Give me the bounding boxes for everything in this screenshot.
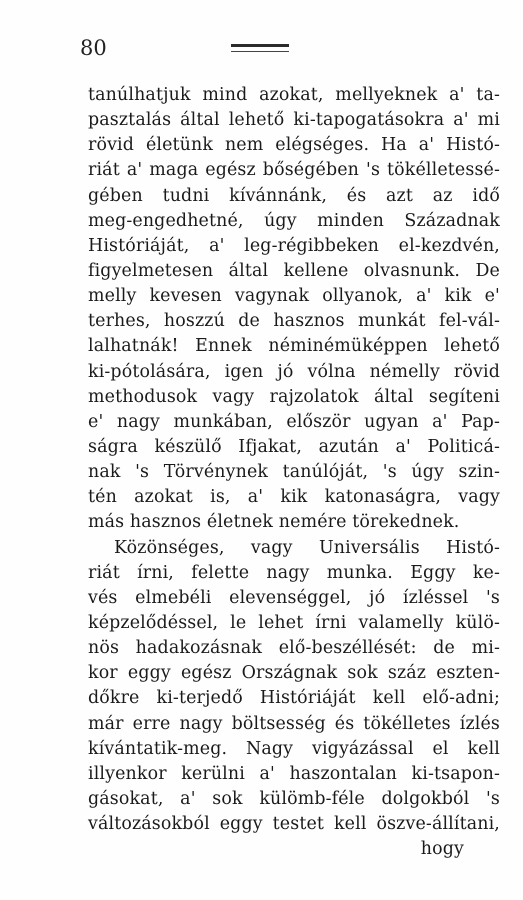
text-line: tén azokat is, a' kik katonaságra, vagy	[88, 487, 500, 508]
text-line: nös hadakozásnak elő-beszéllését: de mi-	[88, 638, 500, 659]
text-line: ságra készülő Ifjakat, azután a' Politicá-	[88, 436, 500, 457]
text-line: már erre nagy böltsesség és tökélletes ízlés	[88, 713, 500, 734]
text-line: methodusok vagy rajzolatok által segíteni	[88, 386, 500, 407]
page-number: 80	[80, 36, 107, 60]
text-line: rövid életünk nem elégséges. Ha a' Histó-	[88, 135, 500, 156]
text-line: más hasznos életnek nemére törekednek.	[88, 512, 460, 533]
text-line: kor eggy egész Országnak sok száz eszten-	[88, 663, 500, 684]
text-line: riát írni, felette nagy munka. Eggy ke-	[88, 562, 500, 583]
text-line: nak 's Törvénynek tanúlóját, 's úgy szin-	[88, 462, 500, 483]
text-line: változásokból eggy testet kell öszve-állítani,	[88, 814, 500, 835]
body-text	[88, 83, 500, 862]
header-rule	[231, 44, 289, 47]
text-line: képzelődéssel, le lehet írni valamelly külö-	[88, 612, 500, 633]
text-line: melly kevesen vagynak ollyanok, a' kik e'	[88, 286, 500, 307]
text-line: vés elmebéli elevenséggel, jó ízléssel 's	[88, 587, 500, 608]
text-line: ki-pótolására, igen jó vólna némelly rövid	[88, 361, 500, 382]
text-line: Históriáját, a' leg-régibbeken el-kezdvén,	[88, 235, 500, 256]
text-line: tanúlhatjuk mind azokat, mellyeknek a' ta-	[88, 85, 500, 105]
text-line: gásokat, a' sok külömb-féle dolgokból 's	[88, 788, 500, 809]
text-line: figyelmetesen által kellene olvasnunk. De	[88, 260, 500, 281]
text-line: e' nagy munkában, először ugyan a' Pap-	[88, 411, 500, 432]
header-rule-thin	[231, 51, 289, 52]
text-line: Közönséges, vagy Universális Histó-	[114, 537, 500, 558]
text-line: meg-engedhetné, úgy minden Századnak	[88, 210, 500, 231]
text-line: kívántatik-meg. Nagy vigyázással el kell	[88, 738, 500, 759]
text-line: illyenkor kerülni a' haszontalan ki-tsapon-	[88, 763, 500, 784]
text-line: pasztalás által lehető ki-tapogatásokra a' mi	[88, 110, 500, 131]
text-line: terhes, hoszzú de hasznos munkát fel-vál-	[88, 311, 500, 332]
text-line: dőkre ki-terjedő Históriáját kell elő-adni;	[88, 688, 500, 709]
text-line: lalhatnák! Ennek néminémüképpen lehető	[88, 336, 500, 357]
text-line: riát a' maga egész bőségében 's tökélletessé-	[88, 160, 500, 181]
text-line: gében tudni kívánnánk, és azt az idő	[88, 185, 500, 206]
catchword: hogy	[420, 839, 464, 860]
